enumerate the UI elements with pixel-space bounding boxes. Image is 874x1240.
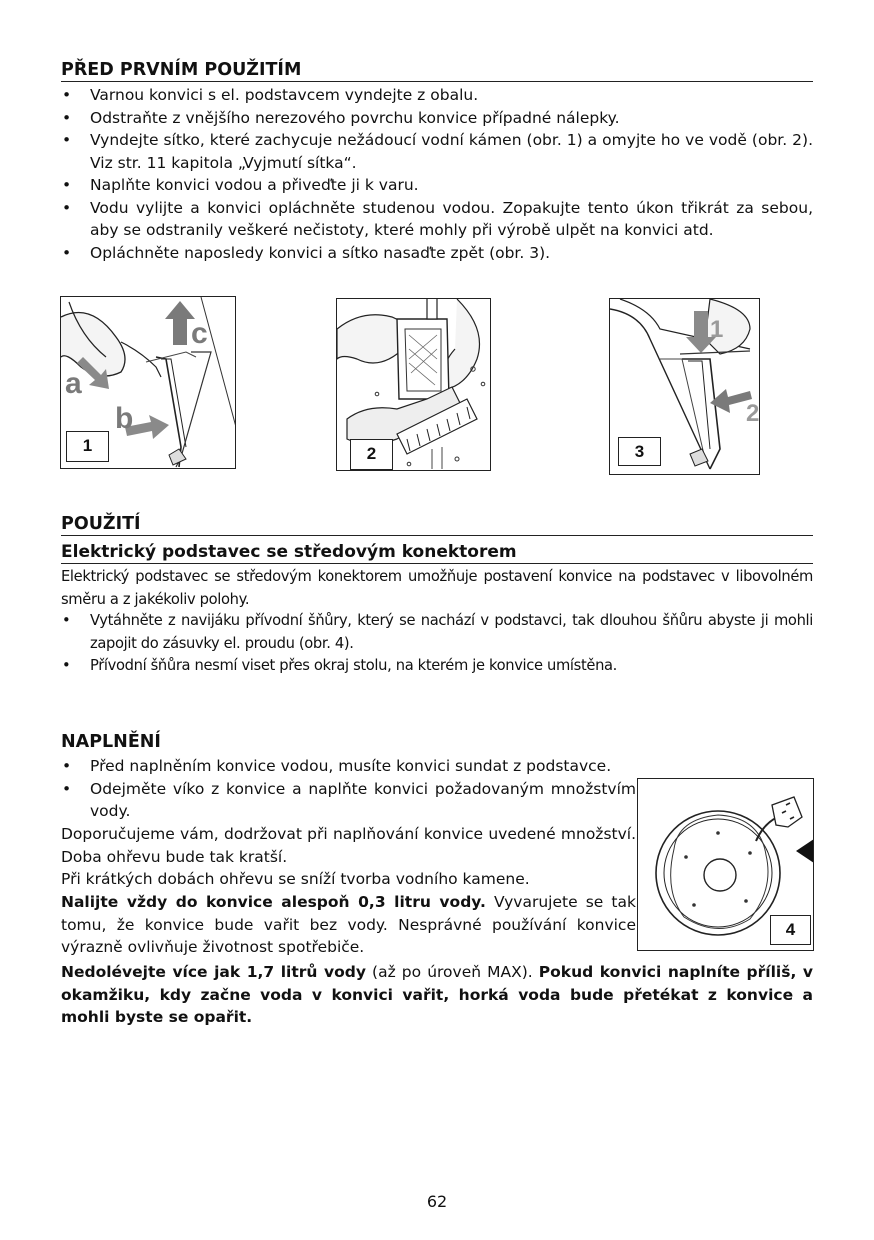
- bold-max-volume: Nedolévejte více jak 1,7 litrů vody: [61, 963, 366, 981]
- list-item: • Odejměte víko z konvice a naplňte konvici požadovaným množstvím vody.: [61, 778, 636, 823]
- label-b: b: [115, 402, 134, 435]
- list-item: • Vodu vylijte a konvici opláchněte studenou vodou. Zopakujte tento úkon třikrát za sebou, aby se odstranily veškeré nečistoty, které mohly při výrobě ulpět na konvici atd.: [61, 197, 813, 242]
- list-item: • Varnou konvici s el. podstavcem vyndejte z obalu.: [61, 84, 813, 107]
- filling-paragraph-4: [61, 961, 813, 1029]
- usage-list: [61, 610, 813, 678]
- filling-paragraph-3: [61, 891, 636, 959]
- page-number: 62: [426, 1192, 448, 1211]
- pointer-arrow-icon: [796, 839, 814, 863]
- figure-1-remove-filter: [60, 296, 236, 469]
- bold-min-volume: Nalijte vždy do konvice alespoň 0,3 litru vody.: [61, 893, 486, 911]
- list-item: • Opláchněte naposledy konvici a sítko nasaďte zpět (obr. 3).: [61, 242, 813, 265]
- label-1: 1: [710, 316, 724, 343]
- filling-paragraph-2: Při krátkých dobách ohřevu se sníží tvorba vodního kamene.: [61, 870, 530, 888]
- list-item: • Přívodní šňůra nesmí viset přes okraj stolu, na kterém je konvice umístěna.: [61, 655, 813, 678]
- list-item: • Odstraňte z vnějšího nerezového povrchu konvice případné nálepky.: [61, 107, 813, 130]
- before-first-use-list: [61, 84, 813, 264]
- figure-2-wash-filter: [336, 298, 491, 471]
- section-title-filling: NAPLNĚNÍ: [61, 732, 161, 752]
- label-c: c: [191, 317, 208, 350]
- filling-list: [61, 755, 636, 823]
- list-item: • Před naplněním konvice vodou, musíte konvici sundat z podstavce.: [61, 755, 636, 778]
- figure-4-power-base: [637, 778, 814, 951]
- section-title-before-first-use: PŘED PRVNÍM POUŽITÍM: [61, 59, 813, 82]
- list-item: • Vytáhněte z navijáku přívodní šňůry, který se nachází v podstavci, tak dlouhou šňůru abyste ji mohli zapojit do zásuvky el. proudu (obr. 4).: [61, 610, 813, 655]
- bold-overflow-warning: Pokud konvici naplníte příliš, v okamžiku, kdy začne voda v konvici vařit, horká voda bude přetékat z konvice a mohli byste se opařit.: [61, 963, 813, 1026]
- label-a: a: [65, 367, 82, 400]
- text-max-level: (až po úroveň MAX).: [365, 963, 539, 981]
- text-min-volume-note: Vyvarujete se tak tomu, že konvice bude vařit bez vody. Nesprávné používání konvice výrazně ovlivňuje životnost spotřebiče.: [61, 893, 636, 956]
- figure-3-insert-filter: [609, 298, 760, 475]
- figure-number: 3: [618, 437, 661, 466]
- subsection-title-base: Elektrický podstavec se středovým konektorem: [61, 541, 813, 564]
- section-title-usage: POUŽITÍ: [61, 513, 813, 536]
- usage-intro: Elektrický podstavec se středovým konektorem umožňuje postavení konvice na podstavec v libovolném směru a z jakékoliv polohy.: [61, 568, 813, 608]
- list-item: • Vyndejte sítko, které zachycuje nežádoucí vodní kámen (obr. 1) a omyjte ho ve vodě (obr. 2). Viz str. 11 kapitola „Vyjmutí sítka“.: [61, 129, 813, 174]
- figure-number: 4: [770, 915, 811, 945]
- figure-number: 1: [66, 431, 109, 462]
- figure-number: 2: [350, 439, 393, 470]
- plug-icon: [772, 797, 802, 827]
- filling-paragraph-1: Doporučujeme vám, dodržovat při naplňování konvice uvedené množství. Doba ohřevu bude tak kratší.: [61, 825, 636, 866]
- label-2: 2: [746, 400, 760, 427]
- list-item: • Naplňte konvici vodou a přiveďte ji k varu.: [61, 174, 813, 197]
